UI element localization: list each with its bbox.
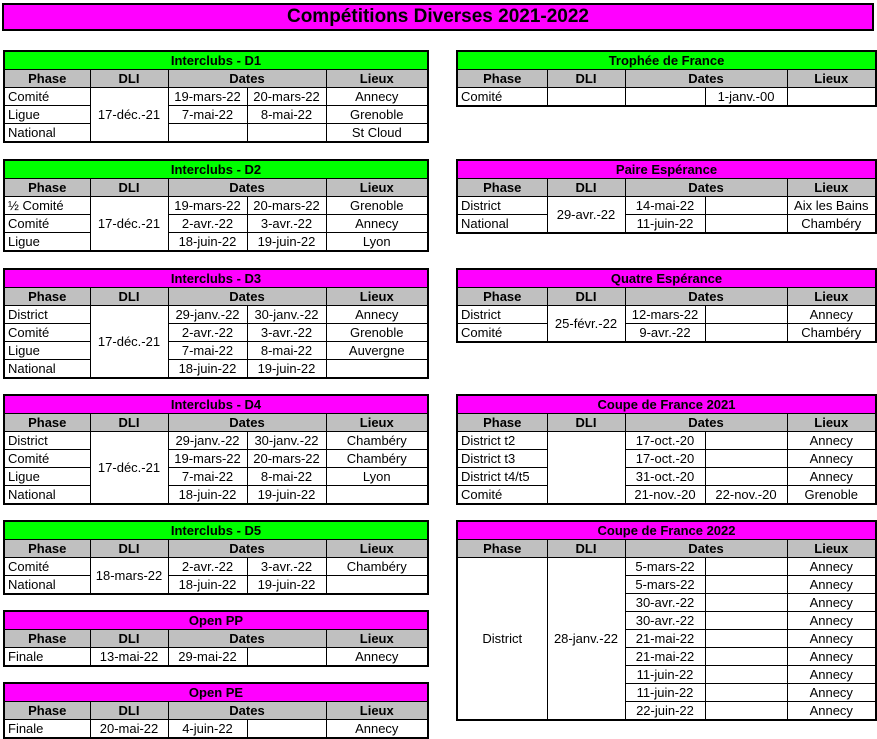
cell-date2 (705, 306, 787, 324)
cell-phase: District (4, 432, 90, 450)
cell-lieu: Annecy (787, 432, 876, 450)
col-header-phase: Phase (4, 179, 90, 197)
cell-phase: Comité (4, 324, 90, 342)
col-header-dates: Dates (168, 288, 326, 306)
cell-phase: Finale (4, 720, 90, 739)
col-header-lieux: Lieux (787, 70, 876, 88)
section-open-pe (3, 682, 429, 739)
table-row (4, 576, 428, 595)
cell-date1: 2-avr.-22 (168, 324, 247, 342)
col-header-phase: Phase (4, 630, 90, 648)
col-header-phase: Phase (4, 288, 90, 306)
cell-date1: 21-mai-22 (625, 648, 705, 666)
cell-date1: 11-juin-22 (625, 666, 705, 684)
col-header-dates: Dates (168, 630, 326, 648)
table-row (4, 468, 428, 486)
cell-lieu: Chambéry (326, 432, 428, 450)
cell-lieu: Chambéry (326, 558, 428, 576)
col-header-dates: Dates (625, 70, 787, 88)
col-header-dli: DLI (547, 70, 625, 88)
col-header-dli: DLI (90, 288, 168, 306)
col-header-dli: DLI (90, 702, 168, 720)
cell-date2: 1-janv.-00 (705, 88, 787, 107)
cell-date1: 7-mai-22 (168, 468, 247, 486)
col-header-dates: Dates (168, 179, 326, 197)
cell-date2 (705, 594, 787, 612)
col-header-lieux: Lieux (787, 414, 876, 432)
cell-lieu: Lyon (326, 468, 428, 486)
cell-date1: 31-oct.-20 (625, 468, 705, 486)
cell-date1: 19-mars-22 (168, 88, 247, 106)
page-title: Compétitions Diverses 2021-2022 (2, 3, 874, 31)
cell-date1: 29-mai-22 (168, 648, 247, 667)
cell-date1: 7-mai-22 (168, 106, 247, 124)
cell-dli: 20-mai-22 (90, 720, 168, 739)
table-row (4, 233, 428, 252)
cell-date1: 21-mai-22 (625, 630, 705, 648)
col-header-lieux: Lieux (787, 179, 876, 197)
table-row (4, 342, 428, 360)
cell-phase: Comité (4, 450, 90, 468)
col-header-phase: Phase (4, 702, 90, 720)
cell-dli (547, 432, 625, 505)
cell-lieu: Annecy (787, 576, 876, 594)
table-coupe2022 (456, 520, 877, 721)
table-title: Open PP (4, 611, 428, 630)
cell-phase: Comité (457, 88, 547, 107)
col-header-dates: Dates (168, 540, 326, 558)
col-header-dli: DLI (90, 179, 168, 197)
cell-dli: 17-déc.-21 (90, 88, 168, 143)
cell-dli: 18-mars-22 (90, 558, 168, 595)
cell-dli: 25-févr.-22 (547, 306, 625, 343)
col-header-dli: DLI (547, 179, 625, 197)
cell-date1: 17-oct.-20 (625, 450, 705, 468)
section-interclubs-d3 (3, 268, 429, 379)
cell-date2: 20-mars-22 (247, 197, 326, 215)
table-row (4, 324, 428, 342)
cell-date2 (705, 468, 787, 486)
cell-phase: Ligue (4, 233, 90, 252)
table-paire (456, 159, 877, 234)
table-title: Interclubs - D4 (4, 395, 428, 414)
cell-date2: 20-mars-22 (247, 450, 326, 468)
table-coupe2021 (456, 394, 877, 505)
col-header-lieux: Lieux (326, 179, 428, 197)
cell-phase: Finale (4, 648, 90, 667)
cell-phase: Comité (4, 215, 90, 233)
table-row (457, 432, 876, 450)
section-open-pp (3, 610, 429, 667)
section-paire-esperance (456, 159, 877, 234)
cell-date1: 29-janv.-22 (168, 306, 247, 324)
cell-lieu: Annecy (787, 306, 876, 324)
col-header-phase: Phase (457, 540, 547, 558)
cell-date2 (705, 197, 787, 215)
cell-date2: 3-avr.-22 (247, 215, 326, 233)
table-d1 (3, 50, 429, 143)
table-row (457, 197, 876, 215)
cell-date1: 12-mars-22 (625, 306, 705, 324)
cell-date2 (705, 612, 787, 630)
cell-phase: Comité (457, 324, 547, 343)
cell-phase: National (4, 486, 90, 505)
cell-phase: District t2 (457, 432, 547, 450)
cell-lieu: Annecy (326, 88, 428, 106)
cell-phase: Comité (4, 558, 90, 576)
cell-date1: 14-mai-22 (625, 197, 705, 215)
cell-lieu: Lyon (326, 233, 428, 252)
cell-date1: 22-juin-22 (625, 702, 705, 721)
cell-date2 (705, 666, 787, 684)
table-title: Interclubs - D5 (4, 521, 428, 540)
col-header-lieux: Lieux (787, 288, 876, 306)
cell-date1: 18-juin-22 (168, 486, 247, 505)
cell-phase: District t3 (457, 450, 547, 468)
col-header-dli: DLI (547, 414, 625, 432)
table-row (457, 558, 876, 576)
cell-lieu: Annecy (787, 450, 876, 468)
cell-date2 (705, 324, 787, 343)
cell-phase: National (457, 215, 547, 234)
table-title: Interclubs - D3 (4, 269, 428, 288)
cell-phase: National (4, 124, 90, 143)
section-quatre-esperance (456, 268, 877, 343)
col-header-dates: Dates (168, 70, 326, 88)
cell-date2: 30-janv.-22 (247, 306, 326, 324)
cell-date2: 3-avr.-22 (247, 324, 326, 342)
col-header-dates: Dates (625, 540, 787, 558)
col-header-dates: Dates (168, 702, 326, 720)
cell-date2 (705, 432, 787, 450)
col-header-phase: Phase (4, 414, 90, 432)
table-row (457, 324, 876, 343)
cell-lieu: Annecy (326, 306, 428, 324)
cell-phase: Comité (457, 486, 547, 505)
cell-date2 (705, 648, 787, 666)
table-row (4, 720, 428, 739)
cell-lieu: Annecy (326, 648, 428, 667)
table-quatre (456, 268, 877, 343)
cell-date1: 9-avr.-22 (625, 324, 705, 343)
cell-lieu (787, 88, 876, 107)
cell-lieu: Chambéry (787, 324, 876, 343)
table-open-pe (3, 682, 429, 739)
section-interclubs-d1 (3, 50, 429, 143)
cell-lieu: Chambéry (787, 215, 876, 234)
cell-date1: 18-juin-22 (168, 233, 247, 252)
cell-date1: 19-mars-22 (168, 450, 247, 468)
cell-date1: 7-mai-22 (168, 342, 247, 360)
table-title: Coupe de France 2022 (457, 521, 876, 540)
cell-date1: 30-avr.-22 (625, 594, 705, 612)
table-row (4, 486, 428, 505)
cell-date1: 5-mars-22 (625, 576, 705, 594)
cell-lieu: Annecy (787, 702, 876, 721)
col-header-dates: Dates (625, 179, 787, 197)
col-header-dli: DLI (547, 540, 625, 558)
table-row (4, 215, 428, 233)
cell-lieu (326, 576, 428, 595)
cell-date1: 17-oct.-20 (625, 432, 705, 450)
cell-phase: District (4, 306, 90, 324)
cell-phase: Ligue (4, 468, 90, 486)
table-row (4, 360, 428, 379)
table-row (4, 450, 428, 468)
table-row (457, 306, 876, 324)
col-header-lieux: Lieux (326, 414, 428, 432)
cell-date2: 19-juin-22 (247, 576, 326, 595)
cell-phase: District (457, 197, 547, 215)
cell-date1: 5-mars-22 (625, 558, 705, 576)
cell-date2: 19-juin-22 (247, 486, 326, 505)
col-header-dli: DLI (90, 70, 168, 88)
table-d2 (3, 159, 429, 252)
cell-dli: 17-déc.-21 (90, 306, 168, 379)
table-trophee (456, 50, 877, 107)
table-row (4, 648, 428, 667)
col-header-dates: Dates (168, 414, 326, 432)
table-open-pp (3, 610, 429, 667)
table-title: Interclubs - D2 (4, 160, 428, 179)
cell-date2 (705, 702, 787, 721)
cell-date1: 21-nov.-20 (625, 486, 705, 505)
table-title: Open PE (4, 683, 428, 702)
cell-lieu: Annecy (787, 558, 876, 576)
cell-lieu: Auvergne (326, 342, 428, 360)
cell-date1: 18-juin-22 (168, 360, 247, 379)
cell-lieu: Grenoble (787, 486, 876, 505)
col-header-phase: Phase (457, 288, 547, 306)
table-row (4, 558, 428, 576)
cell-date2: 22-nov.-20 (705, 486, 787, 505)
table-row (457, 468, 876, 486)
cell-phase: Ligue (4, 106, 90, 124)
table-row (4, 432, 428, 450)
cell-dli (547, 88, 625, 107)
cell-lieu: Annecy (787, 468, 876, 486)
table-row (457, 450, 876, 468)
table-row (457, 88, 876, 107)
section-coupe-de-france-2021 (456, 394, 877, 505)
cell-dli: 29-avr.-22 (547, 197, 625, 234)
col-header-phase: Phase (457, 70, 547, 88)
section-interclubs-d2 (3, 159, 429, 252)
cell-lieu (326, 486, 428, 505)
section-interclubs-d5 (3, 520, 429, 595)
col-header-lieux: Lieux (326, 630, 428, 648)
col-header-dates: Dates (625, 414, 787, 432)
cell-phase: ½ Comité (4, 197, 90, 215)
col-header-dli: DLI (90, 630, 168, 648)
col-header-dli: DLI (90, 414, 168, 432)
cell-date2 (705, 450, 787, 468)
cell-date2: 30-janv.-22 (247, 432, 326, 450)
col-header-dli: DLI (547, 288, 625, 306)
cell-dli: 17-déc.-21 (90, 197, 168, 252)
cell-lieu: St Cloud (326, 124, 428, 143)
table-row (4, 106, 428, 124)
cell-date1: 2-avr.-22 (168, 558, 247, 576)
cell-phase: District t4/t5 (457, 468, 547, 486)
cell-lieu: Annecy (787, 630, 876, 648)
cell-date2 (705, 576, 787, 594)
cell-date2 (705, 684, 787, 702)
col-header-lieux: Lieux (326, 70, 428, 88)
cell-date1: 29-janv.-22 (168, 432, 247, 450)
cell-phase: National (4, 576, 90, 595)
cell-date2 (247, 124, 326, 143)
cell-date1: 30-avr.-22 (625, 612, 705, 630)
table-row (4, 197, 428, 215)
cell-date2: 8-mai-22 (247, 106, 326, 124)
cell-lieu: Annecy (787, 648, 876, 666)
cell-dli: 17-déc.-21 (90, 432, 168, 505)
cell-lieu: Annecy (326, 720, 428, 739)
section-coupe-de-france-2022 (456, 520, 877, 721)
col-header-lieux: Lieux (326, 540, 428, 558)
cell-dli: 13-mai-22 (90, 648, 168, 667)
cell-date1: 11-juin-22 (625, 684, 705, 702)
cell-lieu: Grenoble (326, 106, 428, 124)
cell-phase: Ligue (4, 342, 90, 360)
cell-date1: 2-avr.-22 (168, 215, 247, 233)
cell-lieu: Annecy (787, 612, 876, 630)
cell-phase: District (457, 306, 547, 324)
table-title: Trophée de France (457, 51, 876, 70)
section-trophee-de-france (456, 50, 877, 107)
cell-date2 (705, 630, 787, 648)
cell-date1 (168, 124, 247, 143)
table-title: Paire Espérance (457, 160, 876, 179)
cell-date2 (247, 648, 326, 667)
col-header-phase: Phase (4, 540, 90, 558)
col-header-dates: Dates (625, 288, 787, 306)
cell-lieu: Grenoble (326, 197, 428, 215)
cell-lieu (326, 360, 428, 379)
cell-date2: 20-mars-22 (247, 88, 326, 106)
table-row (4, 124, 428, 143)
table-row (4, 306, 428, 324)
cell-phase: District (457, 558, 547, 721)
cell-date2: 8-mai-22 (247, 342, 326, 360)
table-row (457, 215, 876, 234)
cell-date2: 8-mai-22 (247, 468, 326, 486)
cell-lieu: Annecy (787, 594, 876, 612)
cell-phase: National (4, 360, 90, 379)
cell-phase: Comité (4, 88, 90, 106)
cell-lieu: Grenoble (326, 324, 428, 342)
cell-date1: 18-juin-22 (168, 576, 247, 595)
col-header-phase: Phase (457, 179, 547, 197)
cell-date1: 11-juin-22 (625, 215, 705, 234)
cell-date2: 3-avr.-22 (247, 558, 326, 576)
cell-lieu: Chambéry (326, 450, 428, 468)
cell-lieu: Annecy (787, 684, 876, 702)
cell-lieu: Annecy (326, 215, 428, 233)
table-row (457, 486, 876, 505)
col-header-phase: Phase (4, 70, 90, 88)
cell-lieu: Annecy (787, 666, 876, 684)
cell-date1 (625, 88, 705, 107)
table-d3 (3, 268, 429, 379)
col-header-dli: DLI (90, 540, 168, 558)
cell-date1: 19-mars-22 (168, 197, 247, 215)
section-interclubs-d4 (3, 394, 429, 505)
col-header-phase: Phase (457, 414, 547, 432)
cell-date2: 19-juin-22 (247, 233, 326, 252)
table-row (4, 88, 428, 106)
cell-date1: 4-juin-22 (168, 720, 247, 739)
cell-date2 (705, 215, 787, 234)
cell-lieu: Aix les Bains (787, 197, 876, 215)
cell-dli: 28-janv.-22 (547, 558, 625, 721)
table-d4 (3, 394, 429, 505)
cell-date2 (247, 720, 326, 739)
table-title: Coupe de France 2021 (457, 395, 876, 414)
col-header-lieux: Lieux (326, 702, 428, 720)
table-title: Quatre Espérance (457, 269, 876, 288)
col-header-lieux: Lieux (326, 288, 428, 306)
col-header-lieux: Lieux (787, 540, 876, 558)
cell-date2: 19-juin-22 (247, 360, 326, 379)
table-title: Interclubs - D1 (4, 51, 428, 70)
cell-date2 (705, 558, 787, 576)
table-d5 (3, 520, 429, 595)
